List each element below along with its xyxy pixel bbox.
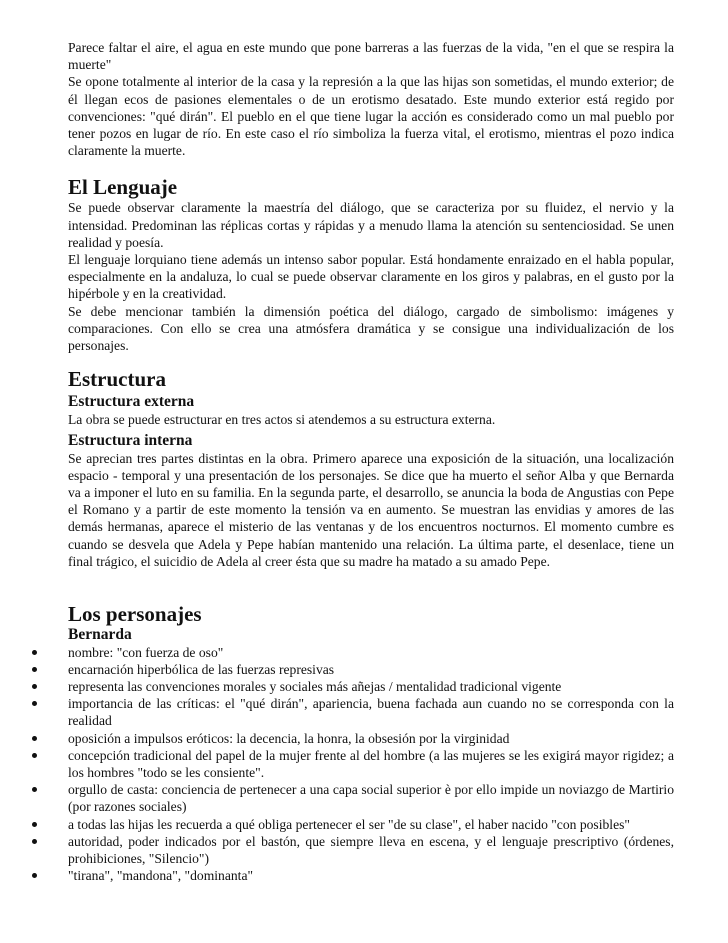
bullet-icon	[32, 839, 37, 844]
list-item	[68, 867, 674, 884]
list-item-text: "tirana", "mandona", "dominanta"	[68, 868, 254, 884]
lenguaje-paragraph: Se debe mencionar también la dimensión poética del diálogo, cargado de simbolismo: imágenes y comparaciones. Con ello se crea una atmósfera dramática y se consigue una individualización de los personajes.	[68, 303, 674, 354]
list-item-text: autoridad, poder indicados por el bastón, que siempre lleva en escena, y el lenguaje prescriptivo (órdenes, prohibiciones, "Silencio")	[68, 833, 674, 867]
bullet-icon	[32, 684, 37, 689]
bullet-icon	[32, 701, 37, 706]
bullet-icon	[32, 753, 37, 758]
section-heading-personajes: Los personajes	[68, 602, 202, 627]
list-item	[68, 678, 674, 695]
bullet-icon	[32, 667, 37, 672]
list-item	[68, 833, 674, 867]
subheading-estructura-interna: Estructura interna	[68, 432, 193, 450]
list-item-text: representa las convenciones morales y sociales más añejas / mentalidad tradicional vigente	[68, 679, 562, 695]
list-item	[68, 661, 674, 678]
list-item-text: orgullo de casta: conciencia de pertenecer a una capa social superior è por ello impide un noviazgo de Martirio (por razones sociales)	[68, 782, 674, 815]
intro-paragraph: Parece faltar el aire, el agua en este mundo que pone barreras a las fuerzas de la vida, "en el que se respira la muerte"	[68, 40, 674, 73]
subheading-bernarda: Bernarda	[68, 626, 132, 644]
list-item-text: encarnación hiperbólica de las fuerzas represivas	[68, 661, 335, 677]
list-item	[68, 695, 674, 729]
list-item	[68, 816, 674, 833]
list-item	[68, 747, 674, 781]
list-item-text: a todas las hijas les recuerda a qué obliga pertenecer el ser "de su clase", el haber nacido "con posibles"	[68, 816, 630, 832]
estructura-interna-text: Se aprecian tres partes distintas en la obra. Primero aparece una exposición de la situación, una localización espacio - temporal y una presentación de los personajes. Se dice que ha muerto el señor Alba y que Bernarda va a imponer el luto en su familia. En la segunda parte, el desarrollo, se anuncia la boda de Angustias con Pepe el Romano y a partir de este momento la tensión va en aumento. Se muestran las envidias y amores de las demás hermanas, aparece el misterio de las ventanas y de los encuentros nocturnos. El momento cumbre es cuando se desvela que Adela y Pepe habían mantenido una relación. La última parte, el desenlace, tiene un final trágico, el suicidio de Adela al creer ésta que su madre ha matado a su amado Pepe.	[68, 450, 674, 569]
list-item	[68, 781, 674, 815]
document-page	[68, 39, 674, 885]
bullet-icon	[32, 650, 37, 655]
list-item	[68, 730, 674, 747]
section-heading-estructura: Estructura	[68, 367, 166, 392]
bullet-icon	[32, 736, 37, 741]
list-item	[68, 644, 674, 661]
list-item-text: concepción tradicional del papel de la mujer frente al del hombre (a las mujeres se les exigirá mayor rigidez; a los hombres "todo se les consiente".	[68, 747, 674, 781]
list-item-text: importancia de las críticas: el "qué dirán", apariencia, buena fachada aun cuando no se corresponda con la realidad	[68, 696, 674, 729]
bullet-icon	[32, 787, 37, 792]
bullet-icon	[32, 873, 37, 878]
bernarda-traits-list	[68, 644, 674, 885]
bullet-icon	[32, 822, 37, 827]
lenguaje-paragraph: El lenguaje lorquiano tiene además un intenso sabor popular. Está hondamente enraizado en el habla popular, especialmente en la andaluza, lo cual se puede observar claramente en los giros y palabras, en el gusto por la hipérbole y en la creatividad.	[68, 252, 674, 302]
lenguaje-paragraph: Se puede observar claramente la maestría del diálogo, que se caracteriza por su fluidez, el nervio y la intensidad. Predominan las réplicas cortas y rápidas y a menudo llama la atención su sentenciosidad. Se unen realidad y poesía.	[68, 200, 674, 250]
list-item-text: nombre: "con fuerza de oso"	[68, 644, 224, 660]
list-item-text: oposición a impulsos eróticos: la decencia, la honra, la obsesión por la virginidad	[68, 730, 510, 746]
intro-paragraph: Se opone totalmente al interior de la casa y la represión a la que las hijas son sometidas, el mundo exterior; de él llegan ecos de pasiones elementales o de un erotismo desatado. Este mundo exterior está regido por convenciones: "qué dirán". El pueblo en el que tiene lugar la acción es considerado como un mal pueblo por tener pozos en lugar de río. En este caso el río simboliza la fuerza vital, el erotismo, mientras el pozo indica claramente la muerte.	[68, 74, 674, 159]
estructura-externa-text: La obra se puede estructurar en tres actos si atendemos a su estructura externa.	[68, 411, 496, 427]
subheading-estructura-externa: Estructura externa	[68, 393, 195, 411]
section-heading-lenguaje: El Lenguaje	[68, 175, 178, 200]
